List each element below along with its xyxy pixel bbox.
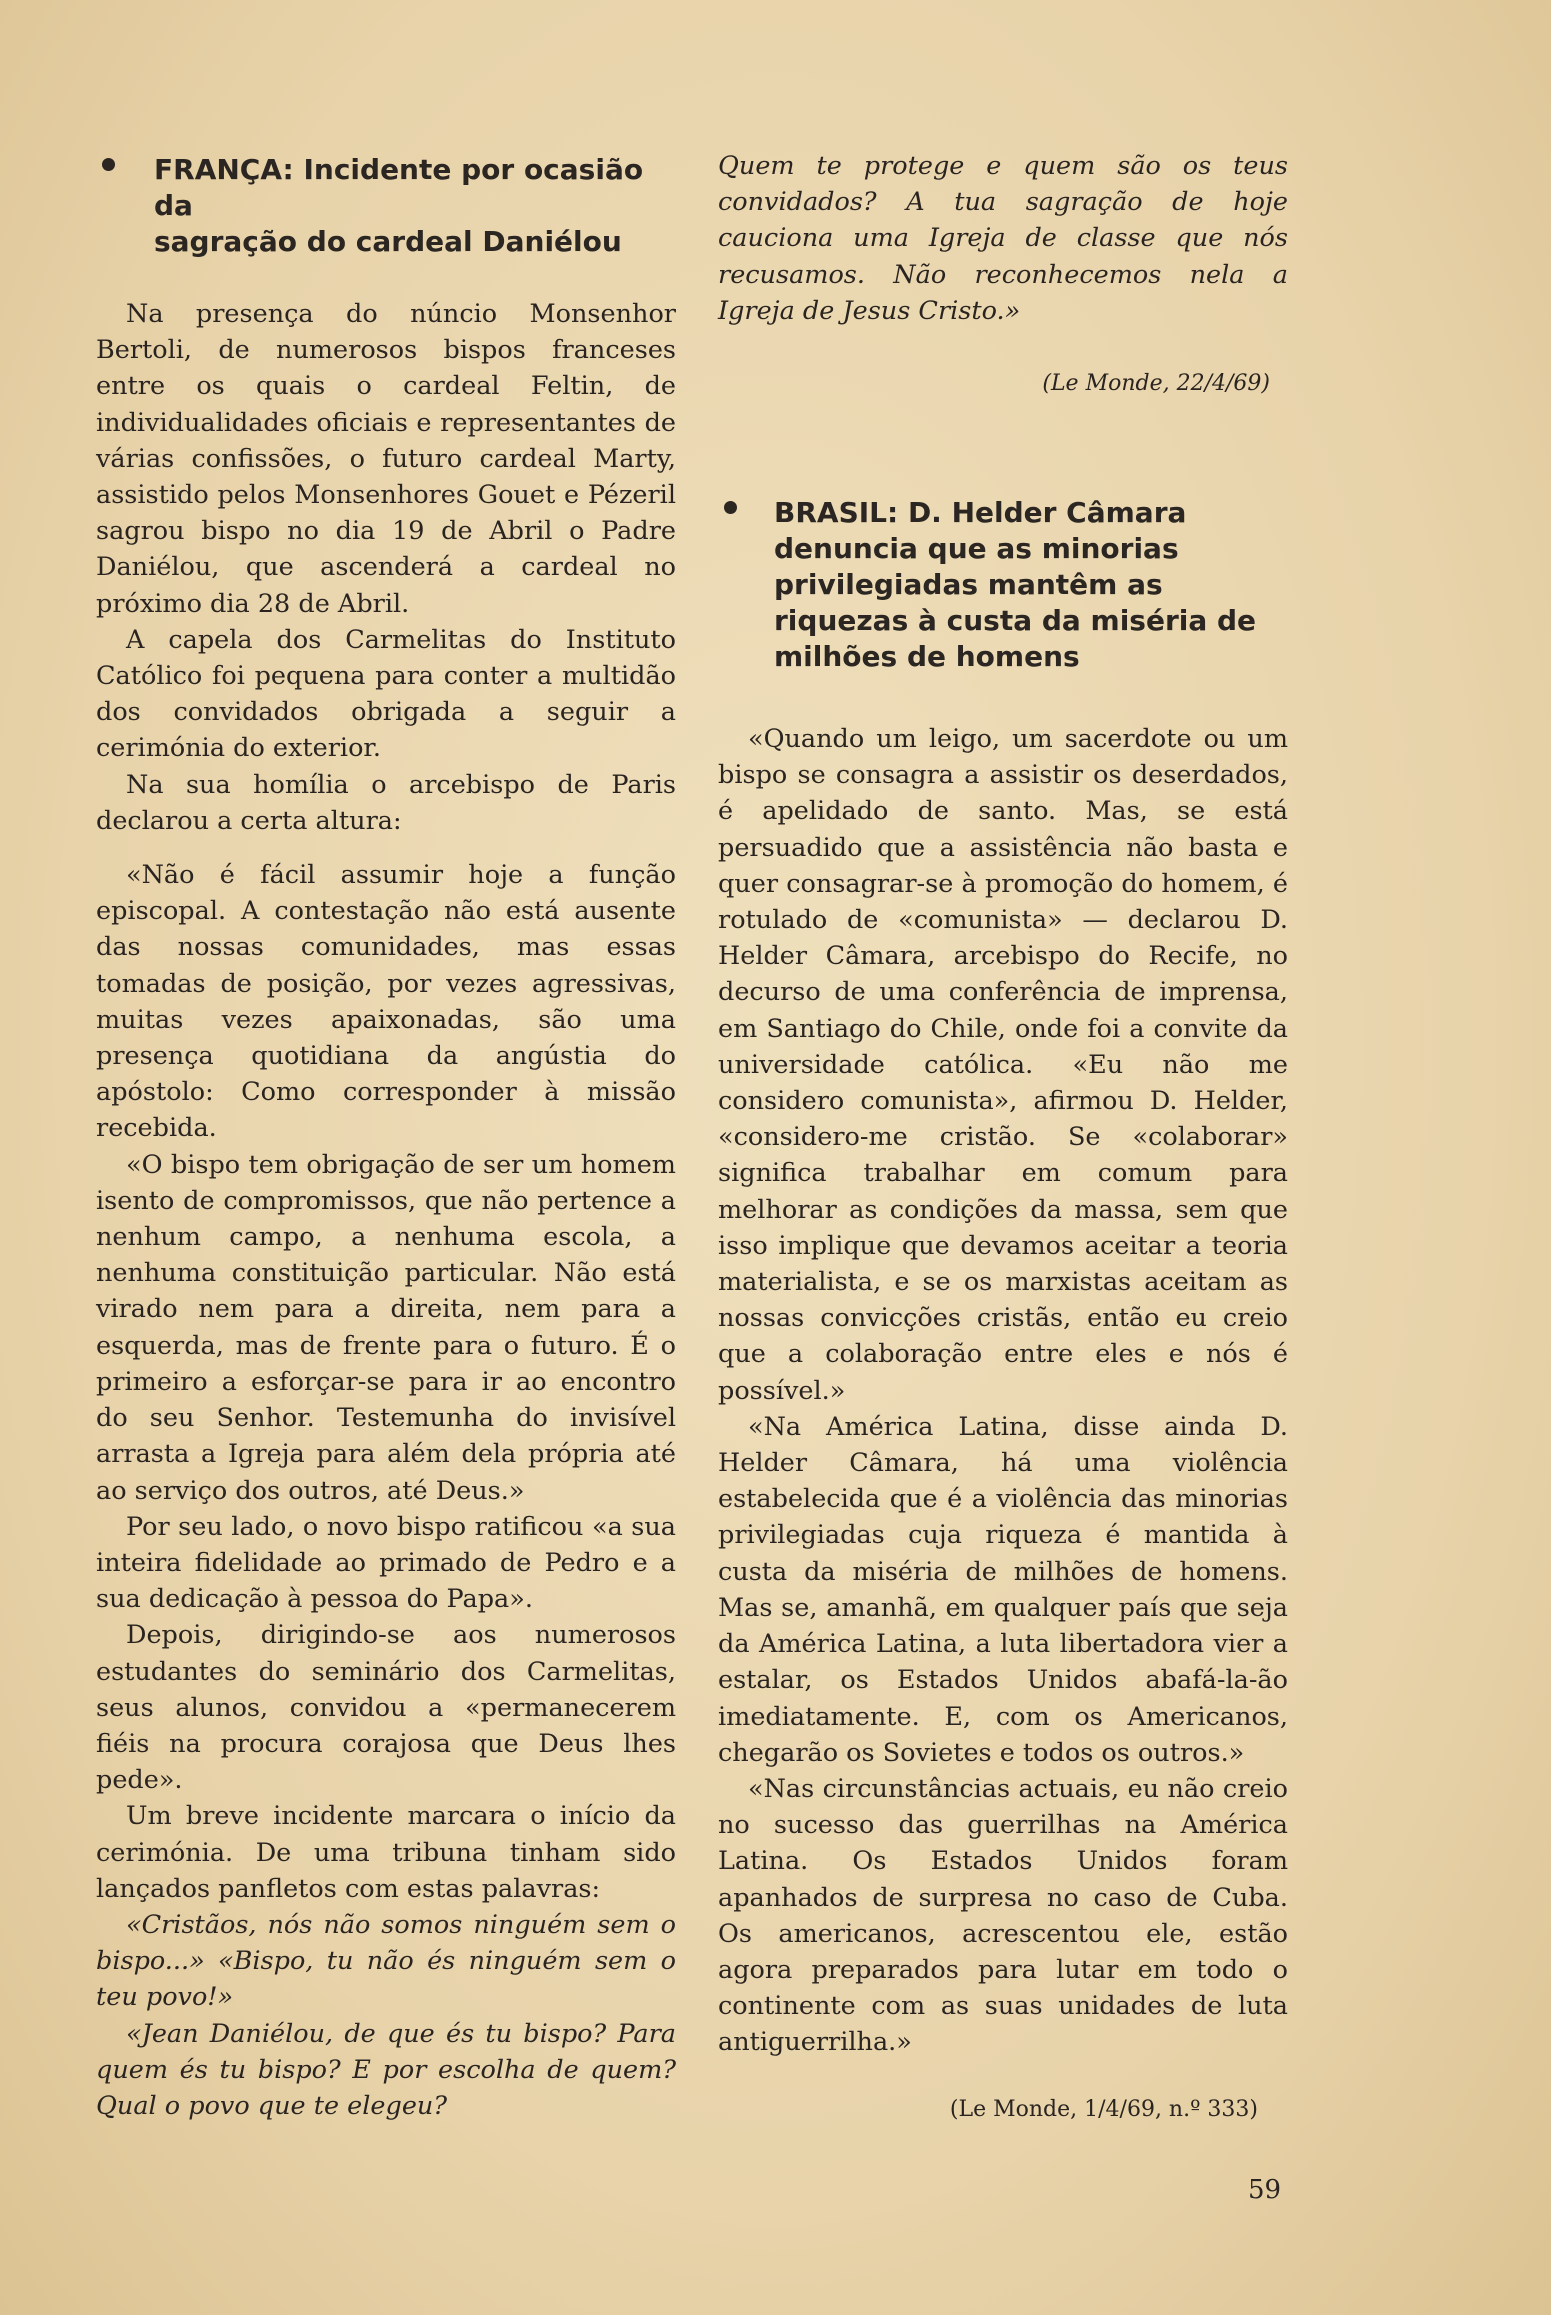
quote-paragraph: «Não é fácil assumir hoje a função episcopal. A contestação não está ausente das nossas comunidades, mas essas tomadas de posição, por vezes agressivas, muitas vezes apaixonadas, são uma presença quotidiana da angústia do apóstolo: Como corresponder à missão recebida. [96, 860, 676, 1144]
body-paragraph: «Na América Latina, disse ainda D. Helder Câmara, há uma violência estabelecida que é a violência das minorias privilegiadas cuja riqueza é mantida à custa da miséria de milhões de homens. Mas se, amanhã, em qualquer país que seja da América Latina, a luta libertadora vier a estalar, os Estados Unidos abafá-la-ão imediatamente. E, com os Americanos, chegarão os Sovietes e todos os outros.» [718, 1411, 1288, 1768]
left-column [96, 148, 676, 2124]
quote-paragraph: «O bispo tem obrigação de ser um homem isento de compromissos, que não pertence a nenhum campo, a nenhuma escola, a nenhuma constituição particular. Não está virado nem para a direita, nem para a esquerda, mas de frente para o futuro. É o primeiro a esforçar-se para ir ao encontro do seu Senhor. Testemunha do invisível arrasta a Igreja para além dela própria até ao serviço dos outros, até Deus.» [96, 1149, 676, 1506]
right-column [718, 148, 1288, 2125]
source-citation: (Le Monde, 22/4/69) [1042, 371, 1270, 397]
heading-subtitle: sagração do cardeal Daniélou [154, 225, 622, 258]
bullet-icon [724, 501, 737, 514]
bullet-icon [102, 158, 115, 171]
heading-title: FRANÇA: Incidente por ocasião da [154, 153, 644, 222]
body-paragraph: Um breve incidente marcara o início da cerimónia. De uma tribuna tinham sido lançados panfletos com estas palavras: [96, 1801, 676, 1904]
body-paragraph: «Quando um leigo, um sacerdote ou um bispo se consagra a assistir os deserdados, é apelidado de santo. Mas, se está persuadido que a assistência não basta e quer consagrar-se à promoção do homem, é rotulado de «comunista» — declarou D. Helder Câmara, arcebispo do Recife, no decurso de uma conferência de imprensa, em Santiago do Chile, onde foi a convite da universidade católica. «Eu não me considero comunista», afirmou D. Helder, «considero-me cristão. Se «colaborar» significa trabalhar em comum para melhorar as condições da massa, sem que isso implique que devamos aceitar a teoria materialista, e se os marxistas aceitam as nossas convicções cristãs, então eu creio que a colaboração entre eles e nós é possível.» [718, 724, 1288, 1406]
article-heading-brasil [718, 495, 1288, 675]
body-paragraph: «Nas circunstâncias actuais, eu não creio no sucesso das guerrilhas na América Latina. Os Estados Unidos foram apanhados de surpresa no caso de Cuba. Os americanos, acrescentou ele, estão agora preparados para lutar em todo o continente com as suas unidades de luta antiguerrilha.» [718, 1773, 1288, 2058]
page-number: 59 [1248, 2175, 1282, 2205]
body-paragraph: Na sua homília o arcebispo de Paris declarou a certa altura: [96, 769, 676, 836]
leaflet-quote-continuation: Quem te protege e quem são os teus convidados? A tua sagração de hoje cauciona uma Igreja de classe que nós recusamos. Não reconhecemos nela a Igreja de Jesus Cristo.» [718, 151, 1288, 326]
leaflet-quote: «Jean Daniélou, de que és tu bispo? Para quem és tu bispo? E por escolha de quem? Qual o povo que te elegeu? [96, 2018, 676, 2121]
source-citation: (Le Monde, 1/4/69, n.º 333) [949, 2096, 1258, 2122]
body-paragraph: Depois, dirigindo-se aos numerosos estudantes do seminário dos Carmelitas, seus alunos, convidou a «permanecerem fiéis na procura corajosa que Deus lhes pede». [96, 1620, 676, 1796]
heading-title: BRASIL: D. Helder Câmara denuncia que as minorias privilegiadas mantêm as riquezas à custa da miséria de milhões de homens [774, 496, 1257, 674]
body-paragraph: Na presença do núncio Monsenhor Bertoli, de numerosos bispos franceses entre os quais o cardeal Feltin, de individualidades oficiais e representantes de várias confissões, o futuro cardeal Marty, assistido pelos Monsenhores Gouet e Pézeril sagrou bispo no dia 19 de Abril o Padre Daniélou, que ascenderá a cardeal no próximo dia 28 de Abril. [96, 299, 676, 619]
body-paragraph: Por seu lado, o novo bispo ratificou «a sua inteira fidelidade ao primado de Pedro e a sua dedicação à pessoa do Papa». [96, 1511, 676, 1615]
article-heading-franca [96, 152, 676, 260]
leaflet-quote: «Cristãos, nós não somos ninguém sem o bispo...» «Bispo, tu não és ninguém sem o teu povo!» [96, 1909, 676, 2013]
body-paragraph: A capela dos Carmelitas do Instituto Católico foi pequena para conter a multidão dos convidados obrigada a seguir a cerimónia do exterior. [96, 624, 676, 764]
